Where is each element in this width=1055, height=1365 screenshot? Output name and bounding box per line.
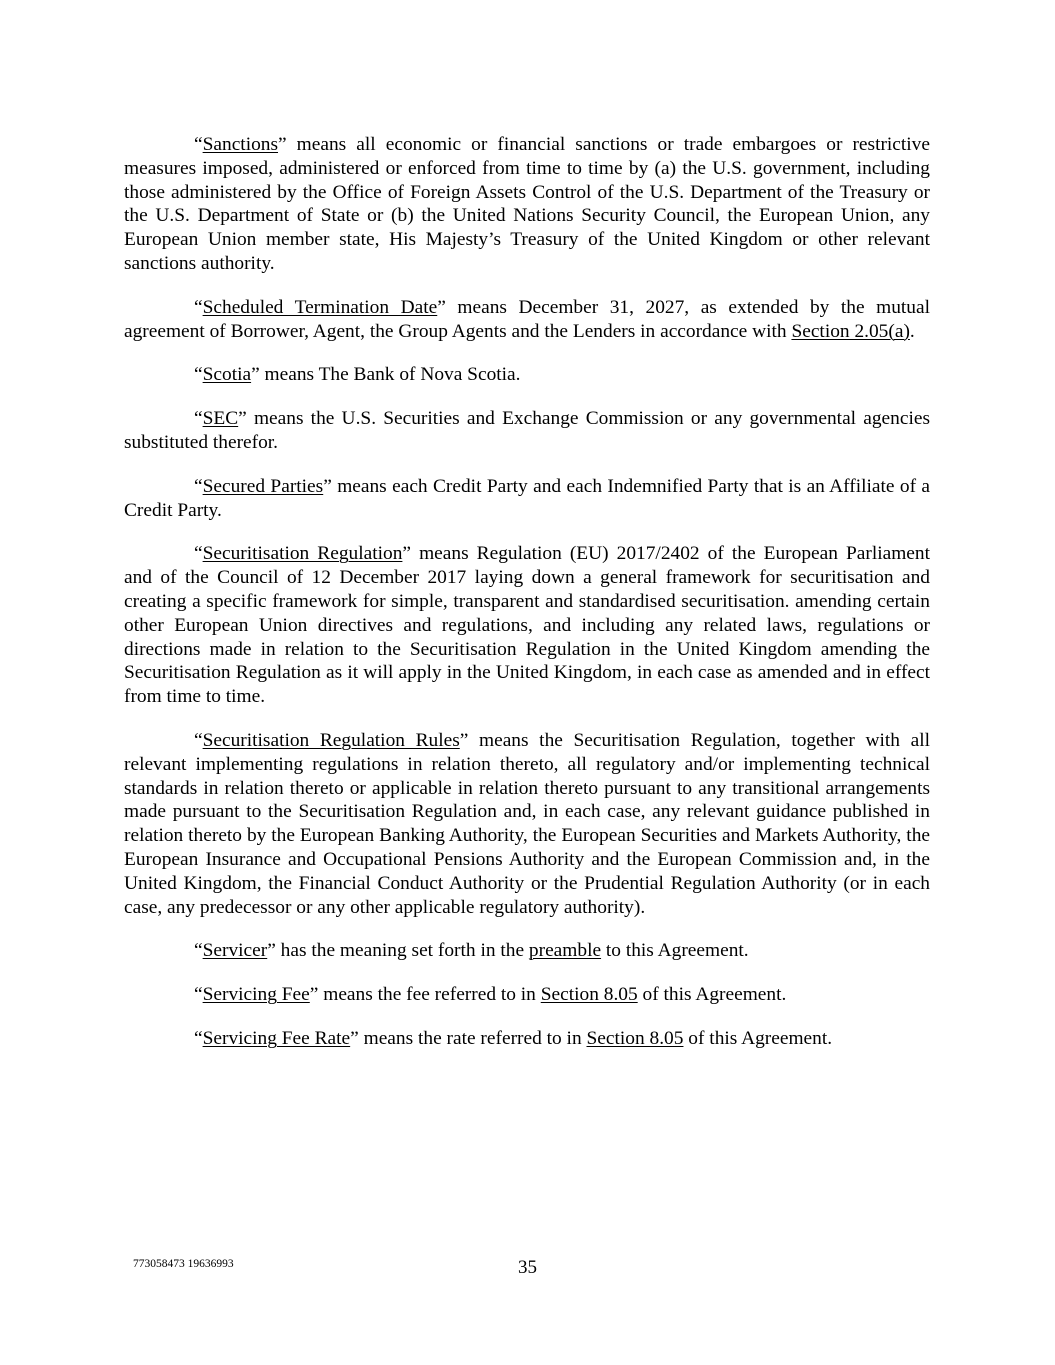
defined-term: Sanctions: [202, 134, 279, 155]
definition-text: ” means the rate referred to in: [350, 1027, 587, 1049]
definition-text: “: [194, 134, 203, 155]
defined-term: Scheduled Termination Date: [202, 296, 438, 318]
definition-text: “: [194, 1027, 203, 1049]
definition-text: ” means Regulation (EU) 2017/2402 of the European Parliament and of the Council of 12 December 2017 laying down a general framework for securitisation and creating a specific framework for simple, transparent and standardised securitisation. amending certain other European Union directives and regulations, and including any related laws, regulations or directions made in relation to the Securitisation Regulation in the United Kingdom amending the Securitisation Regulation as it will apply in the United Kingdom, in each case as amended and in effect from time to time.: [124, 543, 930, 708]
defined-term: SEC: [202, 408, 239, 430]
defined-term: Servicing Fee: [202, 984, 310, 1006]
definition-text: “: [194, 408, 203, 430]
definition-text: “: [194, 364, 203, 386]
definition-text: “: [194, 984, 203, 1006]
definition-servicer: [124, 939, 930, 963]
definition-text: ” means each Credit Party and each Indemnified Party that is an Affiliate of a Credit Party.: [124, 475, 931, 521]
definition-text: of this Agreement.: [683, 1027, 833, 1049]
definition-text: ” means the U.S. Securities and Exchange Commission or any governmental agencies substituted therefor.: [124, 408, 930, 453]
page-number: 35: [518, 1257, 537, 1278]
definition-securitisation-regulation-rules: [124, 729, 930, 919]
cross-reference: preamble: [528, 940, 602, 962]
definition-securitisation-regulation: [124, 542, 930, 709]
definition-sec: [124, 407, 930, 455]
definition-servicing-fee-rate: [124, 1027, 930, 1051]
defined-term: Servicer: [202, 940, 268, 962]
definition-text: ” means The Bank of Nova Scotia.: [251, 364, 521, 386]
definition-sanctions: [124, 133, 930, 276]
definition-text: ” means all economic or financial sanctions or trade embargoes or restrictive measures imposed, administered or enforced from time to time by (a) the U.S. government, including those administered by the Office of Foreign Assets Control of the U.S. Department of the Treasury or the U.S. Department of State or (b) the United Nations Security Council, the European Union, any European Union member state, His Majesty’s Treasury of the United Kingdom or other relevant sanctions authority.: [124, 134, 930, 274]
defined-term: Securitisation Regulation Rules: [202, 729, 460, 751]
definition-text: “: [194, 940, 203, 962]
definition-text: “: [194, 475, 203, 497]
definition-scotia: [124, 363, 930, 387]
definition-text: ” means the fee referred to in: [309, 984, 541, 1006]
definition-secured-parties: [124, 475, 930, 523]
document-id: 773058473 19636993: [133, 1258, 234, 1270]
cross-reference: Section 2.05(a): [791, 320, 910, 342]
definition-text: of this Agreement.: [637, 984, 787, 1006]
cross-reference: Section 8.05: [540, 984, 638, 1006]
definition-text: “: [194, 729, 203, 751]
definition-text: .: [909, 320, 915, 342]
definition-text: ” has the meaning set forth in the: [267, 940, 529, 962]
definition-servicing-fee: [124, 983, 930, 1007]
definition-text: ” means December 31, 2027, as extended by the mutual agreement of Borrower, Agent, the Group Agents and the Lenders in accordance with: [124, 296, 930, 342]
defined-term: Securitisation Regulation: [202, 543, 403, 565]
definition-text: to this Agreement.: [601, 940, 749, 962]
cross-reference: Section 8.05: [586, 1027, 684, 1049]
document-body: [124, 133, 930, 1051]
defined-term: Scotia: [202, 364, 252, 386]
definition-text: “: [194, 296, 203, 318]
defined-term: Servicing Fee Rate: [202, 1027, 351, 1049]
definition-scheduled-termination-date: [124, 296, 930, 344]
defined-term: Secured Parties: [202, 475, 324, 497]
definition-text: “: [194, 543, 203, 565]
definition-text: ” means the Securitisation Regulation, together with all relevant implementing regulations in relation thereto, all regulatory and/or implementing technical standards in relation thereto or applicable in relation thereto pursuant to any transitional arrangements made pursuant to the Securitisation Regulation and, in each case, any relevant guidance published in relation thereto by the European Banking Authority, the European Securities and Markets Authority, the European Insurance and Occupational Pensions Authority and the European Commission and, in the United Kingdom, the Financial Conduct Authority or the Prudential Regulation Authority (or in each case, any predecessor or any other applicable regulatory authority).: [124, 729, 930, 918]
